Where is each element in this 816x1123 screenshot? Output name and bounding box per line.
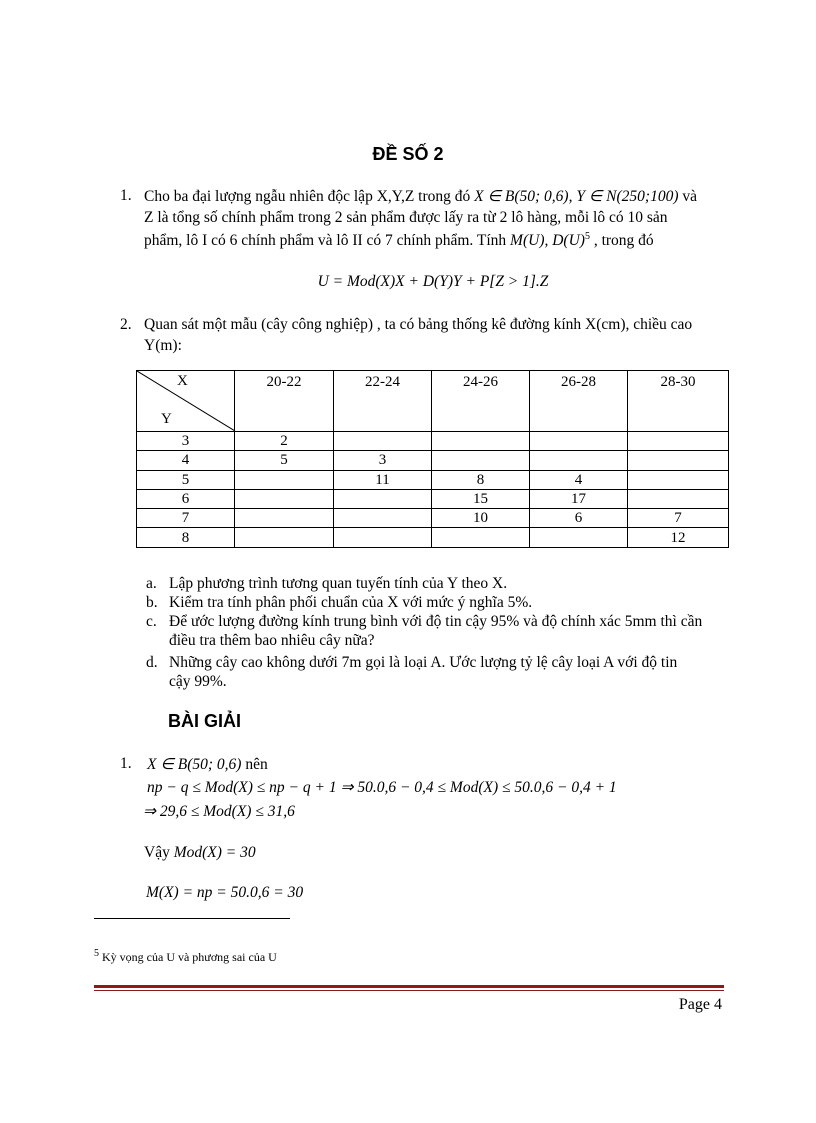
table-cell <box>432 528 530 547</box>
table-row <box>137 528 729 547</box>
table-cell <box>235 528 334 547</box>
table-cell: 3 <box>334 451 432 470</box>
table-cell <box>432 432 530 451</box>
item-c-text: Để ước lượng đường kính trung bình với độ tin cậy 95% và độ chính xác 5mm thì cần <box>169 613 703 630</box>
table-cell: 15 <box>432 489 530 508</box>
corner-y-label: Y <box>161 411 172 427</box>
table-cell <box>530 451 628 470</box>
row-header: 4 <box>137 451 235 470</box>
item-b-text: Kiểm tra tính phân phối chuẩn của X với mức ý nghĩa 5%. <box>169 594 533 611</box>
table-header-row <box>137 371 729 432</box>
item-b-label: b. <box>146 594 158 611</box>
q1-number: 1. <box>120 187 132 204</box>
q1-line3-text: phẩm, lô I có 6 chính phẩm và lô II có 7 chính phẩm. Tính <box>144 232 507 250</box>
solution-number: 1. <box>120 755 132 772</box>
table-cell <box>235 489 334 508</box>
item-c-text2: điều tra thêm bao nhiêu cây nữa? <box>169 632 375 649</box>
table-cell <box>628 432 729 451</box>
solution-line1-math: X ∈ B(50; 0,6) <box>147 756 242 773</box>
q1-line1 <box>144 187 697 206</box>
table-cell: 7 <box>628 509 729 528</box>
solution-heading: BÀI GIẢI <box>168 711 242 731</box>
table-cell: 10 <box>432 509 530 528</box>
table-cell: 5 <box>235 451 334 470</box>
q1-formula: U = Mod(X)X + D(Y)Y + P[Z > 1].Z <box>317 273 549 290</box>
table-row <box>137 470 729 489</box>
table-cell <box>334 509 432 528</box>
item-d-text: Những cây cao không dưới 7m gọi là loại A. Ước lượng tỷ lệ cây loại A với độ tin <box>169 654 678 671</box>
row-header: 5 <box>137 470 235 489</box>
q1-line1-math: X ∈ B(50; 0,6), Y ∈ N(250;100) <box>474 188 679 205</box>
row-header: 3 <box>137 432 235 451</box>
q2-number: 2. <box>120 316 132 333</box>
page-number: Page 4 <box>678 996 722 1013</box>
column-header: 28-30 <box>628 371 729 432</box>
item-a-text: Lập phương trình tương quan tuyến tính của Y theo X. <box>169 575 508 592</box>
table-cell <box>334 432 432 451</box>
table-row <box>137 489 729 508</box>
table-cell <box>530 528 628 547</box>
column-header: 20-22 <box>235 371 334 432</box>
solution-line5: M(X) = np = 50.0,6 = 30 <box>146 884 304 901</box>
item-d-text2: cậy 99%. <box>169 673 227 690</box>
item-c-label: c. <box>146 613 157 630</box>
page-title: ĐỀ SỐ 2 <box>372 144 444 164</box>
table-cell <box>432 451 530 470</box>
footnote-separator <box>94 918 290 919</box>
q1-line3 <box>144 231 654 250</box>
stats-table <box>136 370 729 548</box>
footnote <box>94 948 277 965</box>
solution-line2: np − q ≤ Mod(X) ≤ np − q + 1 ⇒ 50.0,6 − 0,4 ≤ Mod(X) ≤ 50.0,6 − 0,4 + 1 <box>147 779 617 796</box>
solution-line4-text: Vậy <box>144 844 170 861</box>
column-header: 22-24 <box>334 371 432 432</box>
q2-line2: Y(m): <box>144 337 182 354</box>
table-cell: 4 <box>530 470 628 489</box>
table-cell <box>628 451 729 470</box>
row-header: 6 <box>137 489 235 508</box>
table-cell <box>334 489 432 508</box>
row-header: 8 <box>137 528 235 547</box>
table-cell <box>235 509 334 528</box>
table-cell: 11 <box>334 470 432 489</box>
footer-rule-thin <box>94 990 724 991</box>
q1-line1-text: Cho ba đại lượng ngẫu nhiên độc lập X,Y,Z trong đó <box>144 188 471 205</box>
table-cell <box>235 470 334 489</box>
row-header: 7 <box>137 509 235 528</box>
footer-rule <box>94 985 724 988</box>
table-row <box>137 432 729 451</box>
item-a-label: a. <box>146 575 157 592</box>
table-cell: 17 <box>530 489 628 508</box>
footnote-ref: 5 <box>584 231 590 242</box>
column-header: 24-26 <box>432 371 530 432</box>
solution-line4 <box>144 844 256 862</box>
table-cell: 8 <box>432 470 530 489</box>
q1-line3-end: , trong đó <box>593 232 654 250</box>
q2-line1: Quan sát một mẫu (cây công nghiệp) , ta có bảng thống kê đường kính X(cm), chiều cao <box>144 316 693 333</box>
footnote-number: 5 <box>94 948 99 959</box>
q1-line2: Z là tổng số chính phẩm trong 2 sản phẩm được lấy ra từ 2 lô hàng, mỗi lô có 10 sản <box>144 209 668 226</box>
q1-line3-math: M(U), D(U) <box>510 232 585 250</box>
table-row <box>137 451 729 470</box>
column-header: 26-28 <box>530 371 628 432</box>
table-row <box>137 509 729 528</box>
solution-line4-math: Mod(X) = 30 <box>173 844 256 861</box>
solution-line3: ⇒ 29,6 ≤ Mod(X) ≤ 31,6 <box>143 803 295 820</box>
corner-x-label: X <box>177 373 188 389</box>
table-cell <box>334 528 432 547</box>
table-cell: 2 <box>235 432 334 451</box>
table-cell <box>628 489 729 508</box>
q1-line1-end: và <box>682 188 698 205</box>
solution-line1-text: nên <box>245 756 268 773</box>
table-cell <box>530 432 628 451</box>
table-cell: 12 <box>628 528 729 547</box>
solution-line1 <box>147 755 268 774</box>
table-cell: 6 <box>530 509 628 528</box>
table-corner-cell <box>137 371 235 432</box>
item-d-label: d. <box>146 654 158 671</box>
table-cell <box>628 470 729 489</box>
footnote-text: Kỳ vọng của U và phương sai của U <box>102 950 277 964</box>
